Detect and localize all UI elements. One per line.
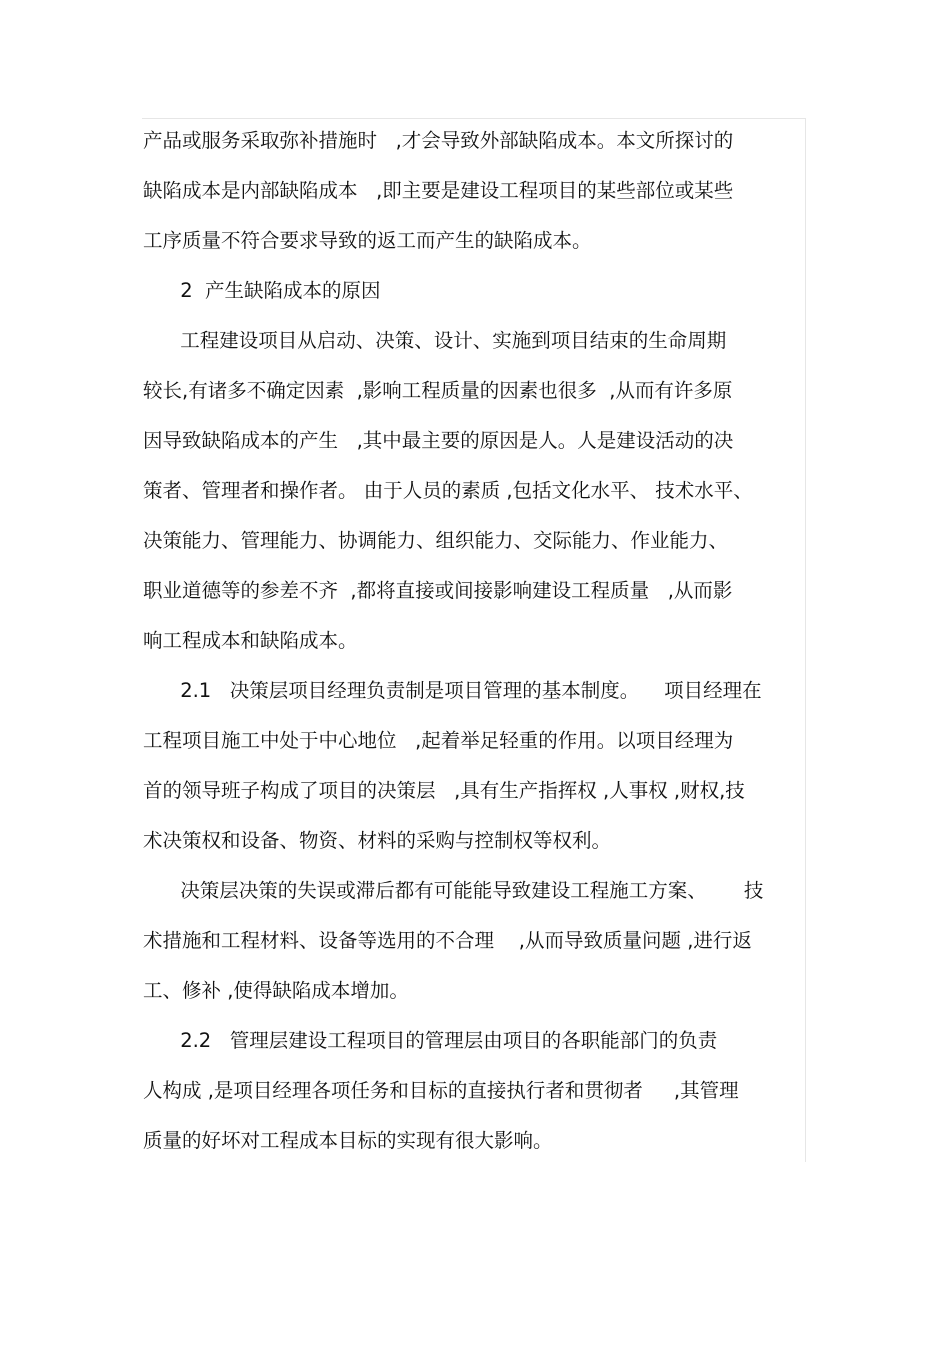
text-line: 首的领导班子构成了项目的决策层 ,具有生产指挥权 ,人事权 ,财权,技 (143, 779, 745, 802)
text-line: 职业道德等的参差不齐 ,都将直接或间接影响建设工程质量 ,从而影 (143, 579, 733, 602)
text-line: 工序质量不符合要求导致的返工而产生的缺陷成本。 (143, 229, 592, 252)
text-line: 工、修补 ,使得缺陷成本增加。 (143, 979, 409, 1002)
text-line: 人构成 ,是项目经理各项任务和目标的直接执行者和贯彻者 ,其管理 (143, 1079, 739, 1102)
text-line: 术决策权和设备、物资、材料的采购与控制权等权利。 (143, 829, 612, 852)
text-line: 质量的好坏对工程成本目标的实现有很大影响。 (143, 1129, 553, 1152)
text-line: 术措施和工程材料、设备等选用的不合理 ,从而导致质量问题 ,进行返 (143, 929, 752, 952)
text-line: 响工程成本和缺陷成本。 (143, 629, 358, 652)
section-heading: 2 产生缺陷成本的原因 (143, 279, 381, 302)
text-line: 策者、管理者和操作者。 由于人员的素质 ,包括文化水平、 技术水平、 (143, 479, 753, 502)
text-line: 因导致缺陷成本的产生 ,其中最主要的原因是人。人是建设活动的决 (143, 429, 734, 452)
text-line: 决策能力、管理能力、协调能力、组织能力、交际能力、作业能力、 (143, 529, 729, 552)
text-line: 缺陷成本是内部缺陷成本 ,即主要是建设工程项目的某些部位或某些 (143, 179, 734, 202)
text-line: 较长,有诸多不确定因素 ,影响工程质量的因素也很多 ,从而有许多原 (143, 379, 733, 402)
text-line: 工程项目施工中处于中心地位 ,起着举足轻重的作用。以项目经理为 (143, 729, 734, 752)
text-line: 工程建设项目从启动、决策、设计、实施到项目结束的生命周期 (143, 329, 727, 352)
subsection-line: 2.1 决策层项目经理负责制是项目管理的基本制度。 项目经理在 (143, 679, 762, 702)
text-line: 产品或服务采取弥补措施时 ,才会导致外部缺陷成本。本文所探讨的 (143, 129, 734, 152)
subsection-line: 2.2 管理层建设工程项目的管理层由项目的各职能部门的负责 (143, 1029, 718, 1052)
text-line: 决策层决策的失误或滞后都有可能能导致建设工程施工方案、 技 (143, 879, 764, 902)
